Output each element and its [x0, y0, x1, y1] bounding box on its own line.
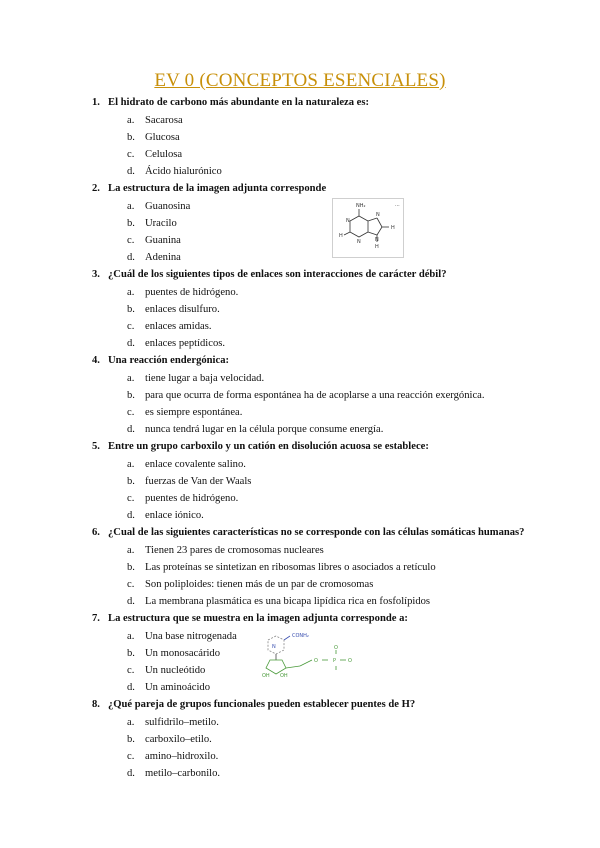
question-text: Entre un grupo carboxilo y un catión en disolución acuosa se establece:: [108, 441, 429, 452]
option-3b: [127, 304, 220, 315]
question-number: 2.: [92, 183, 100, 194]
option-letter: d.: [127, 596, 135, 607]
option-letter: b.: [127, 218, 135, 229]
option-letter: b.: [127, 734, 135, 745]
question-8: [92, 699, 415, 710]
option-text: puentes de hidrógeno.: [145, 287, 239, 298]
option-letter: d.: [127, 166, 135, 177]
option-text: Un nucleótido: [145, 665, 206, 676]
option-letter: b.: [127, 304, 135, 315]
option-letter: d.: [127, 252, 135, 263]
option-text: Sacarosa: [145, 115, 183, 126]
question-number: 3.: [92, 269, 100, 280]
option-2d: [127, 252, 181, 263]
option-1b: [127, 132, 180, 143]
option-letter: c.: [127, 493, 135, 504]
option-letter: b.: [127, 390, 135, 401]
option-6a: [127, 545, 324, 556]
option-text: enlaces disulfuro.: [145, 304, 220, 315]
adenine-structure-figure: [332, 198, 404, 258]
label-n1: N: [346, 218, 350, 224]
option-letter: c.: [127, 149, 135, 160]
option-letter: a.: [127, 631, 135, 642]
label-o-top: O: [334, 645, 338, 651]
option-5a: [127, 459, 246, 470]
option-5b: [127, 476, 251, 487]
option-text: Son poliploides: tienen más de un par de cromosomas: [145, 579, 374, 590]
figure-menu-dots: ...: [395, 202, 400, 208]
option-text: enlaces amidas.: [145, 321, 212, 332]
option-letter: c.: [127, 579, 135, 590]
option-6d: [127, 596, 430, 607]
option-text: Un monosacárido: [145, 648, 221, 659]
nucleotide-structure-figure: [256, 630, 362, 680]
option-text: fuerzas de Van der Waals: [145, 476, 252, 487]
option-letter: b.: [127, 648, 135, 659]
option-text: Celulosa: [145, 149, 183, 160]
label-h2: H: [339, 233, 343, 239]
label-p: P: [333, 658, 337, 664]
option-text: Adenina: [145, 252, 181, 263]
option-3a: [127, 287, 238, 298]
label-o-ester: O: [314, 658, 318, 664]
option-letter: d.: [127, 682, 135, 693]
option-letter: a.: [127, 373, 135, 384]
label-n9: N: [375, 237, 379, 243]
option-7d: [127, 682, 210, 693]
label-nh2: NH₂: [356, 203, 366, 209]
option-text: para que ocurra de forma espontánea ha de acoplarse a una reacción exergónica.: [145, 390, 485, 401]
option-letter: c.: [127, 235, 135, 246]
option-text: Las proteínas se sintetizan en ribosomas libres o asociados a retículo: [145, 562, 436, 573]
label-o-right: O: [348, 658, 352, 664]
option-8c: [127, 751, 218, 762]
question-text: ¿Qué pareja de grupos funcionales pueden establecer puentes de H?: [108, 699, 416, 710]
question-text: El hidrato de carbono más abundante en la naturaleza es:: [108, 97, 370, 108]
question-text: La estructura que se muestra en la imagen adjunta corresponde a:: [108, 613, 408, 624]
option-5c: [127, 493, 238, 504]
option-letter: a.: [127, 115, 135, 126]
option-text: Guanosina: [145, 201, 191, 212]
question-3: [92, 269, 447, 280]
question-1: [92, 97, 369, 108]
option-7a: [127, 631, 237, 642]
option-letter: a.: [127, 201, 135, 212]
option-letter: d.: [127, 510, 135, 521]
label-oh-2: OH: [280, 673, 288, 679]
option-letter: a.: [127, 717, 135, 728]
option-3c: [127, 321, 211, 332]
option-letter: b.: [127, 562, 135, 573]
option-letter: c.: [127, 751, 135, 762]
question-6: [92, 527, 524, 538]
option-letter: c.: [127, 407, 135, 418]
option-4b: [127, 390, 485, 401]
option-letter: c.: [127, 665, 135, 676]
option-6c: [127, 579, 373, 590]
option-letter: d.: [127, 424, 135, 435]
option-text: Guanina: [145, 235, 181, 246]
option-text: puentes de hidrógeno.: [145, 493, 239, 504]
option-text: es siempre espontánea.: [145, 407, 243, 418]
option-text: Una base nitrogenada: [145, 631, 237, 642]
label-h9: H: [375, 244, 379, 250]
label-n: N: [272, 644, 276, 650]
option-text: metilo–carbonilo.: [145, 768, 221, 779]
question-number: 8.: [92, 699, 100, 710]
option-text: carboxilo–etilo.: [145, 734, 212, 745]
option-7b: [127, 648, 220, 659]
option-1a: [127, 115, 183, 126]
option-letter: b.: [127, 476, 135, 487]
option-letter: a.: [127, 545, 135, 556]
label-n7: N: [376, 212, 380, 218]
option-text: Ácido hialurónico: [145, 166, 222, 177]
option-letter: d.: [127, 338, 135, 349]
option-4d: [127, 424, 383, 435]
label-conh2: CONH₂: [292, 633, 309, 639]
option-text: Uracilo: [145, 218, 177, 229]
question-number: 6.: [92, 527, 100, 538]
option-letter: a.: [127, 459, 135, 470]
question-number: 5.: [92, 441, 100, 452]
option-2b: [127, 218, 177, 229]
label-h8: H: [391, 225, 395, 231]
question-text: ¿Cuál de los siguientes tipos de enlaces son interacciones de carácter débil?: [108, 269, 447, 280]
option-5d: [127, 510, 204, 521]
option-1d: [127, 166, 222, 177]
option-2c: [127, 235, 181, 246]
option-text: tiene lugar a baja velocidad.: [145, 373, 265, 384]
option-8d: [127, 768, 220, 779]
option-4c: [127, 407, 242, 418]
question-text: Una reacción endergónica:: [108, 355, 230, 366]
question-4: [92, 355, 229, 366]
question-number: 4.: [92, 355, 100, 366]
label-oh-1: OH: [262, 673, 270, 679]
option-8b: [127, 734, 212, 745]
option-7c: [127, 665, 205, 676]
nucleotide-structure-drawing: [256, 630, 362, 680]
option-text: La membrana plasmática es una bicapa lipídica rica en fosfolípidos: [145, 596, 431, 607]
option-3d: [127, 338, 225, 349]
option-text: Glucosa: [145, 132, 180, 143]
question-number: 7.: [92, 613, 100, 624]
option-text: enlaces peptídicos.: [145, 338, 226, 349]
option-letter: b.: [127, 132, 135, 143]
option-1c: [127, 149, 182, 160]
option-2a: [127, 201, 190, 212]
option-text: enlace iónico.: [145, 510, 204, 521]
question-text: ¿Cual de las siguientes características no se corresponde con las células somáticas humanas?: [108, 527, 525, 538]
option-8a: [127, 717, 219, 728]
option-text: Tienen 23 pares de cromosomas nucleares: [145, 545, 324, 556]
option-text: amino–hidroxilo.: [145, 751, 219, 762]
option-text: Un aminoácido: [145, 682, 211, 693]
page-title: EV 0 (CONCEPTOS ESENCIALES): [154, 70, 446, 91]
label-n3: N: [357, 239, 361, 245]
option-letter: d.: [127, 768, 135, 779]
question-2: [92, 183, 326, 194]
option-6b: [127, 562, 436, 573]
question-5: [92, 441, 429, 452]
question-number: 1.: [92, 97, 100, 108]
option-letter: a.: [127, 287, 135, 298]
option-text: sulfidrilo–metilo.: [145, 717, 219, 728]
option-letter: c.: [127, 321, 135, 332]
option-text: nunca tendrá lugar en la célula porque consume energía.: [145, 424, 384, 435]
question-text: La estructura de la imagen adjunta corresponde: [108, 183, 327, 194]
option-4a: [127, 373, 264, 384]
adenine-structure-drawing: [333, 199, 403, 257]
option-text: enlace covalente salino.: [145, 459, 246, 470]
question-7: [92, 613, 408, 624]
